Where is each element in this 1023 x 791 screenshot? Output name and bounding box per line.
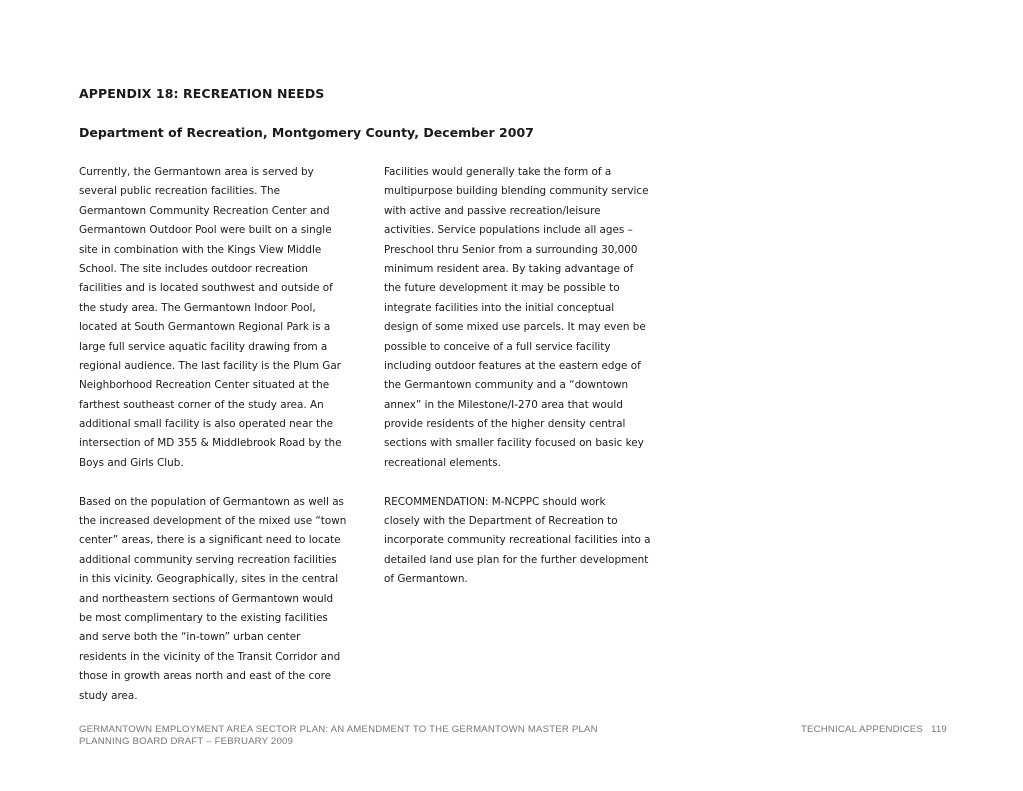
left-paragraph-2	[79, 493, 369, 706]
text-line: School. The site includes outdoor recreation	[79, 262, 308, 275]
text-line: center” areas, there is a significant need to locate	[79, 534, 341, 547]
text-line: and northeastern sections of Germantown would	[79, 592, 334, 605]
text-line: in this vicinity. Geographically, sites in the central	[79, 573, 339, 586]
text-line: the increased development of the mixed use “town	[79, 515, 347, 528]
text-line: Germantown Community Recreation Center and	[79, 204, 330, 217]
page-footer-left	[79, 724, 598, 747]
right-paragraph-2	[384, 493, 674, 590]
right-paragraph-1	[384, 163, 674, 473]
text-line: incorporate community recreational facilities into a	[384, 534, 651, 547]
text-line: detailed land use plan for the further development	[384, 553, 649, 566]
text-line: Currently, the Germantown area is served by	[79, 166, 314, 178]
text-line: design of some mixed use parcels. It may even be	[384, 321, 646, 334]
text-line: regional audience. The last facility is the Plum Gar	[79, 359, 341, 372]
right-column	[384, 163, 674, 590]
left-paragraph-1	[79, 163, 369, 473]
text-line: multipurpose building blending community service	[384, 185, 649, 198]
text-line: of Germantown.	[384, 573, 468, 586]
text-line: RECOMMENDATION: M-NCPPC should work	[384, 495, 606, 508]
text-line: large full service aquatic facility drawing from a	[79, 340, 328, 353]
text-line: closely with the Department of Recreation to	[384, 515, 618, 528]
text-line: residents in the vicinity of the Transit Corridor and	[79, 650, 341, 663]
paragraph-gap	[79, 473, 369, 492]
text-line: Facilities would generally take the form of a	[384, 166, 612, 178]
text-line: Boys and Girls Club.	[79, 456, 184, 469]
text-line: located at South Germantown Regional Park is a	[79, 321, 331, 334]
text-line: those in growth areas north and east of the core	[79, 670, 332, 683]
text-line: the study area. The Germantown Indoor Pool,	[79, 301, 316, 314]
page-footer-right	[801, 724, 947, 736]
text-line: possible to conceive of a full service facility	[384, 340, 611, 353]
page-number: 119	[931, 724, 947, 735]
text-line: the future development it may be possible to	[384, 282, 620, 295]
left-column	[79, 163, 369, 706]
footer-draft-label: PLANNING BOARD DRAFT – FEBRUARY 2009	[79, 735, 294, 747]
text-line: activities. Service populations include all ages –	[384, 224, 633, 237]
text-line: provide residents of the higher density central	[384, 418, 626, 431]
text-line: with active and passive recreation/leisure	[384, 204, 601, 217]
text-line: including outdoor features at the eastern edge of	[384, 359, 641, 372]
footer-plan-title: GERMANTOWN EMPLOYMENT AREA SECTOR PLAN: AN AMENDMENT TO THE GERMANTOWN MASTER PLAN	[79, 724, 598, 735]
text-line: Germantown Outdoor Pool were built on a single	[79, 224, 332, 237]
text-line: annex” in the Milestone/I-270 area that would	[384, 398, 623, 411]
text-line: additional small facility is also operated near the	[79, 418, 334, 431]
appendix-title: APPENDIX 18: RECREATION NEEDS	[79, 86, 325, 101]
footer-section-label: TECHNICAL APPENDICES	[801, 724, 923, 735]
text-line: Preschool thru Senior from a surrounding 30,000	[384, 243, 638, 256]
text-line: several public recreation facilities. The	[79, 185, 280, 198]
section-title: Department of Recreation, Montgomery County, December 2007	[79, 125, 534, 140]
text-line: recreational elements.	[384, 456, 501, 469]
paragraph-gap	[384, 473, 674, 492]
text-line: study area.	[79, 689, 138, 702]
text-line: intersection of MD 355 & Middlebrook Road by the	[79, 437, 342, 450]
text-line: site in combination with the Kings View Middle	[79, 243, 322, 256]
text-line: farthest southeast corner of the study area. An	[79, 398, 324, 411]
text-line: facilities and is located southwest and outside of	[79, 282, 333, 295]
text-line: Based on the population of Germantown as well as	[79, 495, 344, 508]
text-line: Neighborhood Recreation Center situated at the	[79, 379, 330, 392]
text-line: sections with smaller facility focused on basic key	[384, 437, 644, 450]
text-line: minimum resident area. By taking advantage of	[384, 262, 634, 275]
text-line: integrate facilities into the initial conceptual	[384, 301, 615, 314]
text-line: the Germantown community and a “downtown	[384, 379, 629, 392]
text-line: and serve both the “in-town” urban center	[79, 631, 301, 644]
text-line: be most complimentary to the existing facilities	[79, 611, 328, 624]
text-line: additional community serving recreation facilities	[79, 553, 337, 566]
